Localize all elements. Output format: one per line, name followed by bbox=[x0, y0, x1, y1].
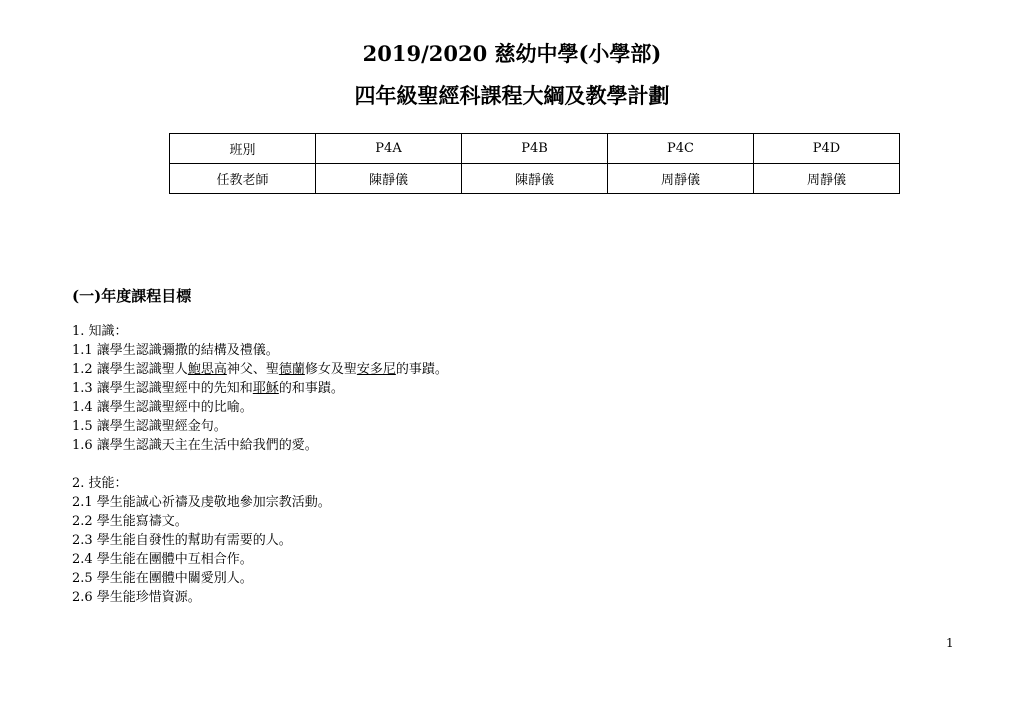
table-cell: P4D bbox=[754, 134, 900, 164]
table-cell: P4A bbox=[316, 134, 462, 164]
objectives-list bbox=[72, 322, 952, 607]
table-cell: 陳靜儀 bbox=[462, 164, 608, 194]
text-run: 的事蹟。 bbox=[395, 362, 448, 377]
list-item bbox=[72, 360, 952, 379]
table-row-teacher bbox=[170, 164, 900, 194]
proper-name: 鮑思高 bbox=[187, 362, 227, 377]
list-item: 1.1 讓學生認識彌撒的結構及禮儀。 bbox=[72, 343, 279, 358]
skills-title: 2. 技能： bbox=[72, 476, 128, 491]
list-item: 2.3 學生能自發性的幫助有需要的人。 bbox=[72, 533, 292, 548]
list-item: 2.2 學生能寫禱文。 bbox=[72, 514, 188, 529]
table-cell: 班別 bbox=[170, 134, 316, 164]
proper-name: 耶穌 bbox=[252, 381, 279, 396]
document-title: 2019/2020 慈幼中學(小學部) bbox=[362, 41, 662, 66]
table-cell: P4B bbox=[462, 134, 608, 164]
table-cell: 周靜儀 bbox=[754, 164, 900, 194]
text-run: 的和事蹟。 bbox=[278, 381, 344, 396]
class-teacher-table bbox=[169, 133, 900, 194]
proper-name: 安多尼 bbox=[356, 362, 396, 377]
table-cell: 任教老師 bbox=[170, 164, 316, 194]
spacer bbox=[72, 455, 952, 474]
list-item: 2.6 學生能珍惜資源。 bbox=[72, 590, 201, 605]
knowledge-title: 1. 知識： bbox=[72, 324, 128, 339]
page-number: 1 bbox=[946, 636, 954, 650]
text-run: 神父、聖 bbox=[226, 362, 279, 377]
table-cell: 周靜儀 bbox=[608, 164, 754, 194]
text-run: 1.2 讓學生認識聖人 bbox=[72, 362, 188, 377]
list-item: 2.4 學生能在團體中互相合作。 bbox=[72, 552, 253, 567]
text-run: 修女及聖 bbox=[304, 362, 357, 377]
table-cell: 陳靜儀 bbox=[316, 164, 462, 194]
table-row-class bbox=[170, 134, 900, 164]
list-item: 1.4 讓學生認識聖經中的比喻。 bbox=[72, 400, 253, 415]
list-item: 1.6 讓學生認識天主在生活中給我們的愛。 bbox=[72, 438, 318, 453]
document-subtitle: 四年級聖經科課程大綱及教學計劃 bbox=[354, 83, 670, 108]
list-item: 2.1 學生能誠心祈禱及虔敬地參加宗教活動。 bbox=[72, 495, 331, 510]
proper-name: 德蘭 bbox=[278, 362, 305, 377]
list-item: 2.5 學生能在團體中關愛別人。 bbox=[72, 571, 253, 586]
text-run: 1.3 讓學生認識聖經中的先知和 bbox=[72, 381, 253, 396]
section-heading: (一)年度課程目標 bbox=[72, 287, 192, 305]
list-item: 1.5 讓學生認識聖經金句。 bbox=[72, 419, 227, 434]
list-item bbox=[72, 379, 952, 398]
table-cell: P4C bbox=[608, 134, 754, 164]
